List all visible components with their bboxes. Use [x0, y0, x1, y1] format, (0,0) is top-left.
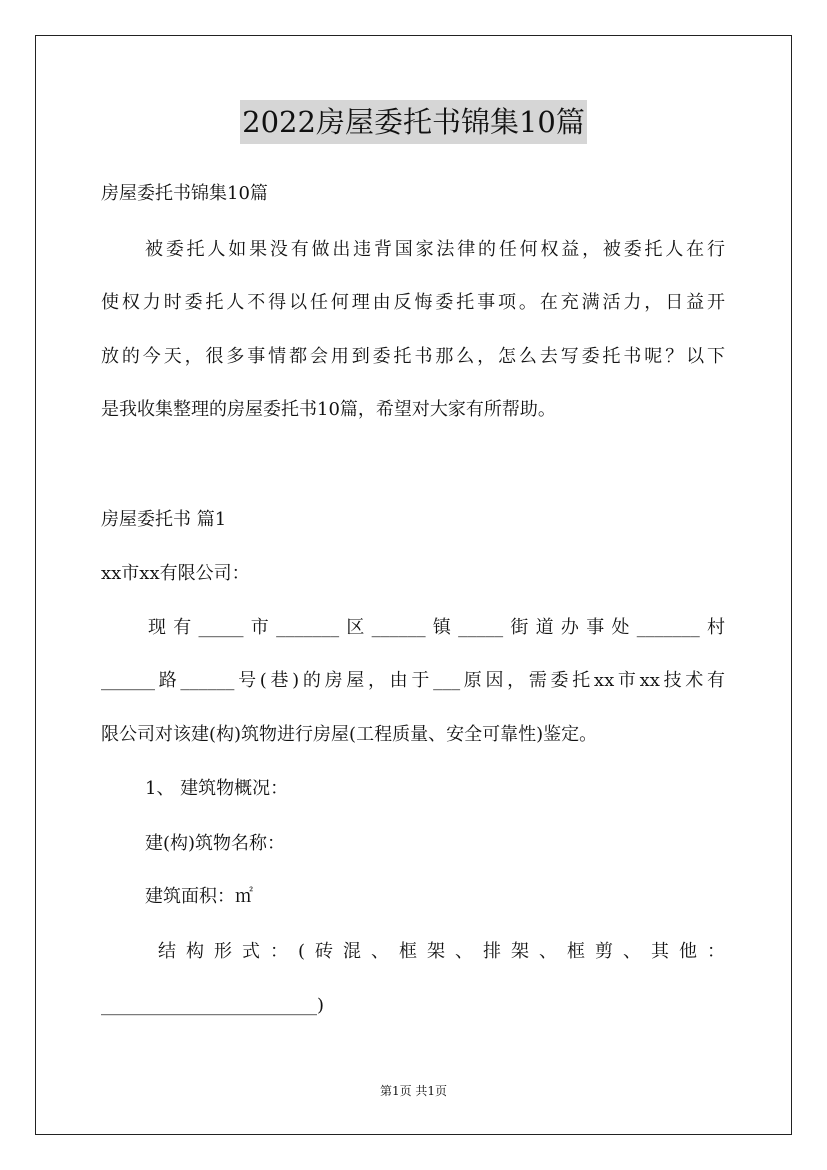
body-line-1: 现有_____市_______区______镇_____街道办事处_______村 [148, 617, 725, 638]
intro-line-3: 放的今天，很多事情都会用到委托书那么，怎么去写委托书呢？以下 [101, 346, 725, 367]
intro-line-4: 是我收集整理的房屋委托书10篇，希望对大家有所帮助。 [101, 399, 556, 420]
subtitle: 房屋委托书锦集10篇 [101, 183, 268, 204]
page-footer: 第1页 共1页 [379, 1084, 448, 1098]
document-title-text: 2022房屋委托书锦集10篇 [240, 100, 587, 144]
intro-line-1: 被委托人如果没有做出违背国家法律的任何权益，被委托人在行 [145, 239, 725, 260]
body-line-2: ______路______号(巷)的房屋，由于___原因，需委托xx市xx技术有 [101, 670, 725, 691]
section-heading: 房屋委托书 篇1 [101, 509, 227, 530]
body-line-3: 限公司对该建(构)筑物进行房屋(工程质量、安全可靠性)鉴定。 [101, 724, 598, 745]
intro-line-2: 使权力时委托人不得以任何理由反悔委托事项。在充满活力，日益开 [101, 292, 725, 313]
addressee: xx市xx有限公司： [101, 563, 250, 584]
field-structure-blank: ________________________) [101, 995, 325, 1016]
field-building-area: 建筑面积：㎡ [145, 886, 253, 907]
item-building-overview: 1、 建筑物概况： [145, 778, 289, 799]
document-title [0, 100, 827, 144]
field-building-name: 建(构)筑物名称： [145, 833, 286, 854]
field-structure-type: 结构形式：(砖混、框架、排架、框剪、其他： [158, 941, 725, 962]
